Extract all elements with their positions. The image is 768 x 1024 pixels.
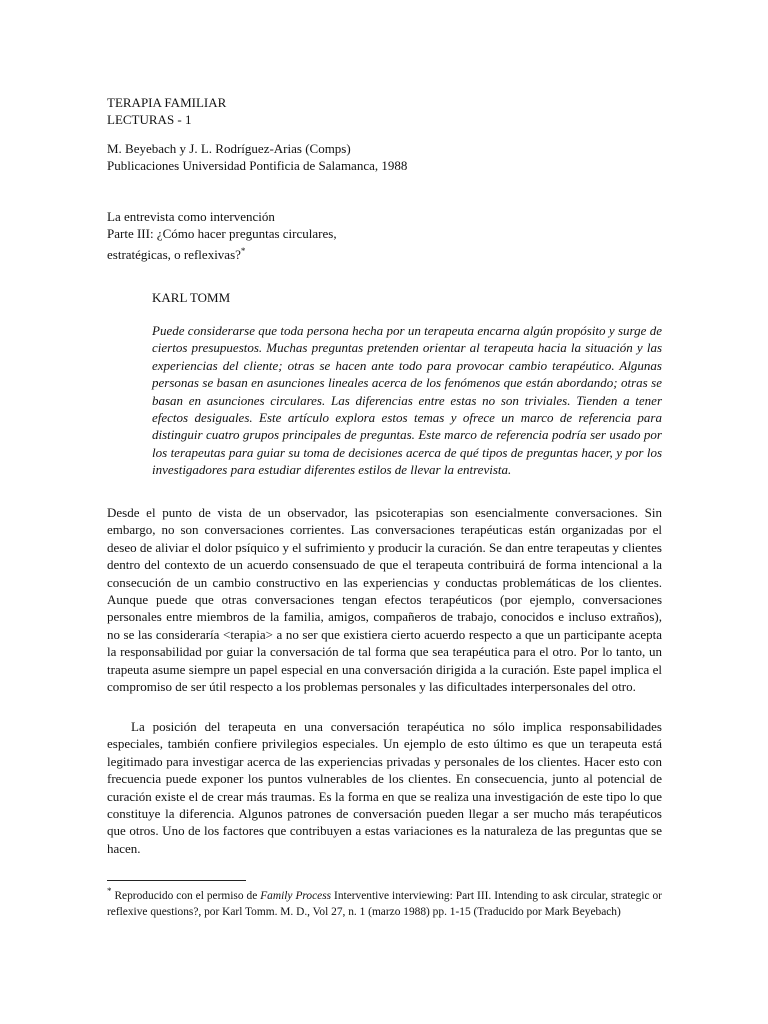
source-publisher: Publicaciones Universidad Pontificia de Salamanca, 1988 [107,158,408,174]
source-citation [107,140,661,175]
abstract-text: Puede considerarse que toda persona hecha por un terapeuta encarna algún propósito y surge de ciertos presupuestos. Muchas preguntas pretenden orientar al terapeuta hacia la situación y las experiencias del cliente; otras se hacen ante todo para provocar cambio terapéutico. Algunas personas se basan en asunciones lineales acerca de los fenómenos que están abordando; otras se basan en asunciones circulares. Las diferencias entre estas no son triviales. Tienden a tener efectos desiguales. Este artículo explora estos temas y ofrece un marco de referencia para distinguir cuatro grupos principales de preguntas. Este marco de referencia podría ser usado por los terapeutas para guiar su toma de decisiones acerca de qué tipos de preguntas hacer, y por los investigadores para estudiar diferentes estilos de llevar la entrevista. [152,323,662,478]
footnote-separator [107,880,246,881]
document-header [107,94,661,129]
body-paragraph-2-text: La posición del terapeuta en una conversación terapéutica no sólo implica responsabilidades especiales, también confiere privilegios especiales. Un ejemplo de esto último es que un terapeuta está legitimado para investigar acerca de las experiencias privadas y personales de los clientes. Hacer esto con frecuencia puede exponer los puntos vulnerables de los clientes. En consecuencia, junto al potencial de curación existe el de crear más traumas. Es la forma en que se realiza una investigación de este tipo lo que constituye la diferencia. Algunos patrones de conversación pueden llegar a ser mucho más terapéuticos que otros. Uno de los factores que contribuyen a estas variaciones es la naturaleza de las preguntas que se hacen. [107,719,662,856]
footnote-journal: Family Process [260,890,332,902]
footnote [107,884,662,920]
footnote-text [107,884,662,920]
body-paragraph-1-text: Desde el punto de vista de un observador, las psicoterapias son esencialmente conversaciones. Sin embargo, no son conversaciones corrientes. Las conversaciones terapéuticas están organizadas por el deseo de aliviar el dolor psíquico y el sufrimiento y producir la curación. Se dan entre terapeutas y clientes dentro del contexto de un acuerdo consensuado de que el terapeuta contribuirá de forma intencional a la consecución de un cambio constructivo en las experiencias y conductas problemáticas de los clientes. Aunque puede que otras conversaciones tengan efectos terapéuticos (por ejemplo, conversaciones personales entre miembros de la familia, amigos, compañeros de trabajo, conocidos e incluso extraños), no se las consideraría <terapia> a no ser que existiera cierto acuerdo respecto a que un participante acepta la responsabilidad por guiar la conversación de tal forma que sea terapéutica para el otro. Por lo tanto, un trapeuta asume siempre un papel especial en una conversación dirigida a la curación. Este papel implica el compromiso de ser útil respecto a los problemas personales y las dificultades interpersonales del otro. [107,505,662,695]
source-authors: M. Beyebach y J. L. Rodríguez-Arias (Comps) [107,141,351,156]
chapter-line-1: La entrevista como intervención [107,209,275,224]
header-title: TERAPIA FAMILIAR [107,95,227,110]
chapter-heading [107,208,661,263]
body-paragraph-1 [107,504,662,695]
chapter-line-2: Parte III: ¿Cómo hacer preguntas circulares, [107,226,337,242]
footnote-reference-marker: * [240,245,246,256]
author-name-text: KARL TOMM [152,290,231,305]
header-subtitle: LECTURAS - 1 [107,112,192,128]
footnote-text-before: Reproducido con el permiso de [111,890,261,902]
chapter-line-3 [107,243,661,263]
body-paragraph-2 [107,718,662,857]
author-name [152,289,706,306]
footnote-text-after: Interventive interviewing: Part III. Intending to ask circular, strategic or reflexive questions?, por Karl Tomm. M. D., Vol 27, n. 1 (marzo 1988) pp. 1-15 (Traducido por Mark Beyebach) [107,890,662,918]
footnote-marker: * [107,886,112,896]
chapter-line-3-text: estratégicas, o reflexivas? [107,246,241,262]
abstract [152,322,662,479]
